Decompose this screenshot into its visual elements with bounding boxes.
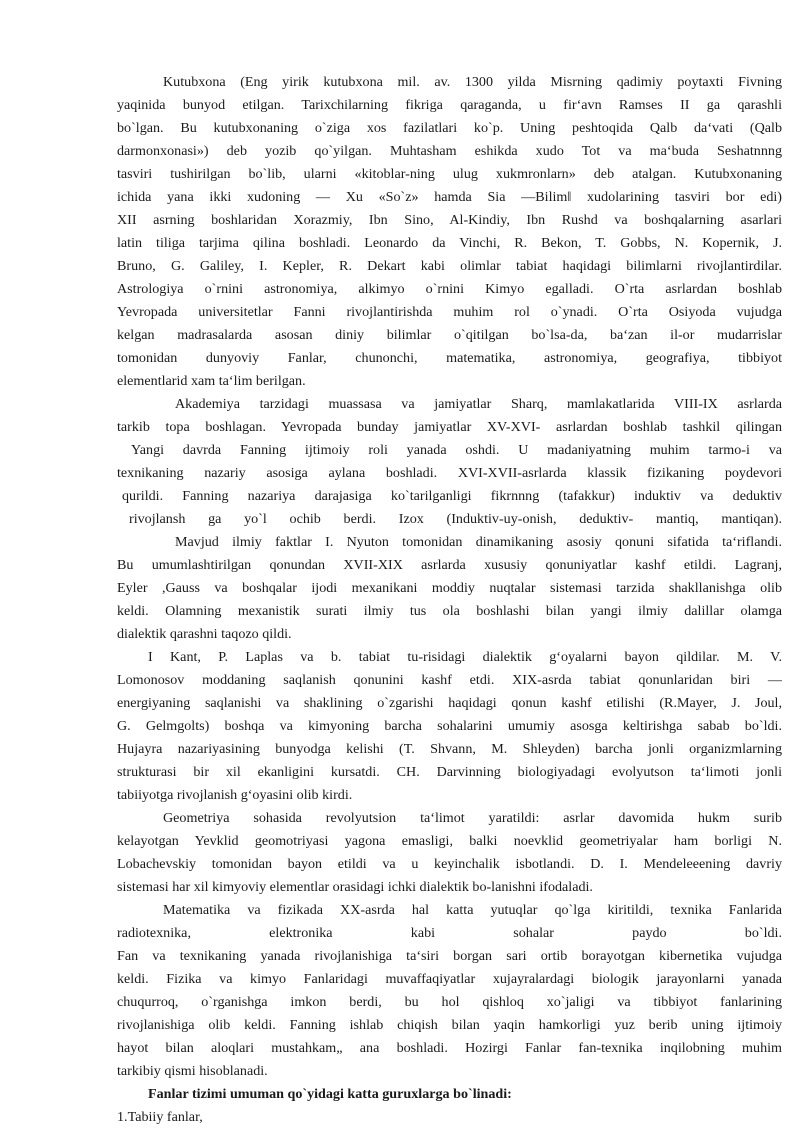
text-line: energiyaning saqlanishi va shaklining o`zgarishi haqidagi qonun kashf etilishi (R.Mayer, J. Joul, xyxy=(117,695,782,711)
text-line: rivojlansh ga yo`l ochib berdi. Izox (Induktiv-uy-onish, deduktiv- mantiq, mantiqan). xyxy=(129,511,782,527)
text-line: tomonidan dunyoviy Fanlar, chunonchi, matematika, astronomiya, geografiya, tibbiyot xyxy=(117,350,782,366)
text-line: sistemasi har xil kimyoviy elementlar orasidagi ichki dialektik bo-lanishni ifodaladi. xyxy=(117,879,593,895)
text-line: chuqurroq, o`rganishga imkon berdi, bu hol qishloq xo`jaligi va tibbiyot fanlarining xyxy=(117,994,782,1010)
text-line: keldi. Fizika va kimyo Fanlaridagi muvaffaqiyatlar xujayralardagi biologik jarayonlarni yanada xyxy=(117,971,782,987)
text-line: tasviri tushirilgan bo`lib, ularni «kitoblar-ning ulug xukmronlarn» deb atalgan. Kutubxonaning xyxy=(117,166,782,182)
text-line: Bruno, G. Galiley, I. Kepler, R. Dekart kabi olimlar tabiat haqidagi bilimlarni rivojlantirdilar. xyxy=(117,258,782,274)
text-line: Yevropada universitetlar Fanni rivojlantirishda muhim rol o`ynadi. O`rta Osiyoda vujudga xyxy=(117,304,782,320)
text-line: G. Gelmgolts) boshqa va kimyoning barcha sohalarini umumiy asosga keltirishga sabab bo`ldi. xyxy=(117,718,782,734)
text-line: Matematika va fizikada XX-asrda hal katta yutuqlar qo`lga kiritildi, texnika Fanlarida xyxy=(163,902,782,918)
text-line: texnikaning nazariy asosiga aylana boshladi. XVI-XVII-asrlarda klassik fizikaning poydevori xyxy=(117,465,782,481)
text-line: elementlarid xam ta‘lim berilgan. xyxy=(117,373,306,389)
text-line: hayot bilan aloqlari mustahkam„ ana boshladi. Hozirgi Fanlar fan-texnika inqilobning muhim xyxy=(117,1040,782,1056)
text-line: rivojlanishiga olib keldi. Fanning ishlab chiqish bilan yaqin hamkorligi yuz berib uning ijtimoiy xyxy=(117,1017,782,1033)
text-line: kelayotgan Yevklid geomotriyasi yagona emasligi, balki noevklid geometriyalar ham borligi N. xyxy=(117,833,782,849)
text-line: Eyler ,Gauss va boshqalar ijodi mexanikani moddiy nuqtalar sistemasi tarzida shakllanishga olib xyxy=(117,580,782,596)
text-line: darmonxonasi») deb yozib qo`yilgan. Muhtasham eshikda xudo Tot va ma‘buda Seshatnnng xyxy=(117,143,782,159)
text-line: ichida yana ikki xudoning — Xu «So`z» hamda Sia —Bilim‖ xudolarining tasviri bor edi) xyxy=(117,189,782,205)
text-line: Hujayra nazariyasining bunyodga kelishi (T. Shvann, M. Shleyden) barcha jonli organizmlarning xyxy=(117,741,782,757)
text-line: Akademiya tarzidagi muassasa va jamiyatlar Sharq, mamlakatlarida VIII-IX asrlarda xyxy=(175,396,782,412)
text-line: I Kant, P. Laplas va b. tabiat tu-risidagi dialektik g‘oyalarni bayon qildilar. M. V. xyxy=(148,649,782,665)
text-line: tarkib topa boshlagan. Yevropada bunday jamiyatlar XV-XVI- asrlardan boshlab tashkil qilingan xyxy=(117,419,782,435)
text-line: Yangi davrda Fanning ijtimoiy roli yanada oshdi. U madaniyatning muhim tarmo-i va xyxy=(131,442,782,458)
text-line: Mavjud ilmiy faktlar I. Nyuton tomonidan dinamikaning asosiy qonuni sifatida ta‘riflandi. xyxy=(175,534,782,550)
text-line: tabiiyotga rivojlanish g‘oyasini olib kirdi. xyxy=(117,787,353,803)
text-line: kelgan madrasalarda asosan diniy bilimlar o`qitilgan bo`lsa-da, ba‘zan il-or mudarrislar xyxy=(117,327,782,343)
text-line: strukturasi bir xil ekanligini kursatdi. CH. Darvinning biologiyadagi evolyutson ta‘limoti jonli xyxy=(117,764,782,780)
text-line: bo`lgan. Bu kutubxonaning o`ziga xos fazilatlari ko`p. Uning peshtoqida Qalb da‘vati (Qalb xyxy=(117,120,782,136)
text-line: Fan va texnikaning yanada rivojlanishiga ta‘siri borgan sari ortib borayotgan kibernetika vujudga xyxy=(117,948,782,964)
text-line: dialektik qarashni taqozo qildi. xyxy=(117,626,292,642)
text-line: Lobachevskiy tomonidan bayon etildi va u keyinchalik isbotlandi. D. I. Mendeleeening davriy xyxy=(117,856,782,872)
text-line: Geometriya sohasida revolyutsion ta‘limot yaratildi: asrlar davomida hukm surib xyxy=(163,810,782,826)
text-line: Bu umumlashtirilgan qonundan XVII-XIX asrlarda xususiy qonuniyatlar kashf etildi. Lagranj, xyxy=(117,557,782,573)
section-heading: Fanlar tizimi umuman qo`yidagi katta guruxlarga bo`linadi: xyxy=(148,1086,512,1102)
text-line: keldi. Olamning mexanistik surati ilmiy tus ola boshlashi bilan yangi ilmiy dalillar olamga xyxy=(117,603,782,619)
text-line: latin tiliga tarjima qilina boshladi. Leonardo da Vinchi, R. Bekon, T. Gobbs, N. Kopernik, J. xyxy=(117,235,782,251)
text-line: XII asrning boshlaridan Xorazmiy, Ibn Sino, Al-Kindiy, Ibn Rushd va boshqalarning asarlari xyxy=(117,212,782,228)
text-line: yaqinida bunyod etilgan. Tarixchilarning fikriga qaraganda, u fir‘avn Ramses II ga qarashli xyxy=(117,97,782,113)
text-line: radiotexnika, elektronika kabi sohalar paydo bo`ldi. xyxy=(117,925,782,941)
list-item: 1.Tabiiy fanlar, xyxy=(117,1109,203,1125)
text-line: qurildi. Fanning nazariya darajasiga ko`tarilganligi fikrnnng (tafakkur) induktiv va deduktiv xyxy=(122,488,782,504)
text-line: Kutubxona (Eng yirik kutubxona mil. av. 1300 yilda Misrning qadimiy poytaxti Fivning xyxy=(163,74,782,90)
text-line: tarkibiy qismi hisoblanadi. xyxy=(117,1063,268,1079)
text-line: Astrologiya o`rnini astronomiya, alkimyo o`rnini Kimyo egalladi. O`rta asrlardan boshlab xyxy=(117,281,782,297)
text-line: Lomonosov moddaning saqlanish qonunini kashf etdi. XIX-asrda tabiat qonunlaridan biri — xyxy=(117,672,782,688)
